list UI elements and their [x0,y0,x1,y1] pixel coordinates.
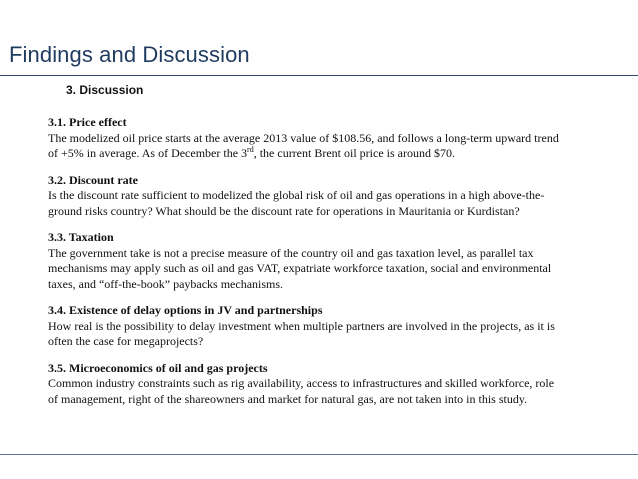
item-title: 3.5. Microeconomics of oil and gas projects [48,360,268,375]
item-text-line: The modelized oil price starts at the average 2013 value of $108.56, and follows a long-term upward trend [48,130,559,145]
ordinal-superscript: rd [247,145,254,154]
title-divider [0,75,638,76]
discussion-item-taxation [48,230,628,292]
discussion-item-microeconomics [48,361,628,408]
discussion-item-price-effect [48,115,628,162]
item-text-line: often the case for megaprojects? [48,334,204,348]
item-text-fragment: , the current Brent oil price is around $70. [253,146,455,160]
item-text-line [48,146,628,162]
item-text-line: The government take is not a precise measure of the country oil and gas taxation level, as parallel tax [48,245,534,260]
discussion-content [48,115,628,418]
item-text-fragment: of +5% in average. As of December the 3 [48,146,248,160]
section-heading: 3. Discussion [66,83,144,97]
item-text-line: How real is the possibility to delay investment when multiple partners are involved in the projects, as it is [48,318,555,333]
item-text-line: Is the discount rate sufficient to modelized the global risk of oil and gas operations in a high above-the- [48,188,545,202]
item-text-line: of management, right of the shareowners and market for natural gas, are not taken into in this study. [48,391,528,406]
item-title: 3.3. Taxation [48,230,114,244]
discussion-item-discount-rate [48,173,628,220]
item-text-line: mechanisms may apply such as oil and gas VAT, expatriate workforce taxation, social and environmental [48,261,552,275]
item-title: 3.1. Price effect [48,115,127,129]
item-text-line: taxes, and “off-the-book” paybacks mechanisms. [48,276,284,291]
item-title: 3.4. Existence of delay options in JV and partnerships [48,303,323,317]
item-text-line: ground risks country? What should be the discount rate for operations in Mauritania or Kurdistan? [48,203,520,218]
item-text-line: Common industry constraints such as rig availability, access to infrastructures and skilled workforce, role [48,376,555,390]
footer-divider [0,454,638,455]
slide-title: Findings and Discussion [9,42,250,67]
item-title: 3.2. Discount rate [48,172,138,187]
discussion-item-delay-options [48,303,628,350]
